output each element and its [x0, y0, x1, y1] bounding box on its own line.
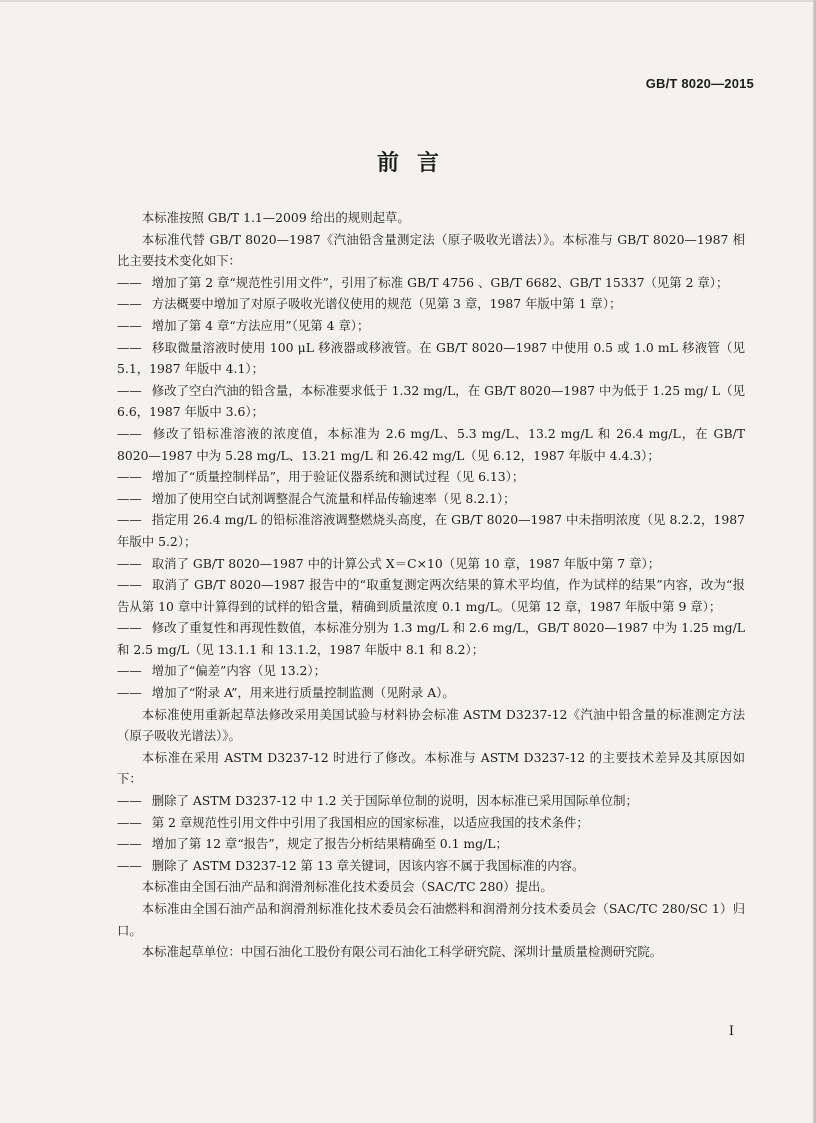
list-item-text: 修改了空白汽油的铅含量，本标准要求低于 1.32 mg/L，在 GB/T 8020—1987 中为低于 1.25 mg/ L（见 6.6，1987 年版中 3.6）； — [117, 382, 745, 420]
list-item-text: 增加了第 4 章“方法应用”（见第 4 章）； — [151, 317, 370, 333]
list-marker: —— — [117, 490, 142, 506]
list-item — [117, 488, 745, 510]
list-item-text: 第 2 章规范性引用文件中引用了我国相应的国家标准，以适应我国的技术条件； — [151, 814, 589, 830]
list-marker: —— — [117, 512, 142, 528]
list-item — [117, 553, 745, 575]
list-marker: —— — [117, 555, 142, 571]
list-item — [117, 466, 745, 488]
list-item-text: 增加了“偏差”内容（见 13.2）； — [151, 663, 327, 679]
list-item-text: 修改了铅标准溶液的浓度值，本标准为 2.6 mg/L、5.3 mg/L、13.2 mg/L 和 26.4 mg/L，在 GB/T 8020—1987 中为 5.28 mg/L、13.21 mg/L 和 26.42 mg/L（见 6.12，1987 年版中 4.4.3）； — [117, 425, 745, 463]
list-marker: —— — [117, 836, 142, 852]
list-item — [117, 660, 745, 682]
list-item — [117, 337, 745, 380]
astm-section — [117, 704, 745, 790]
astm-paragraph: 本标准使用重新起草法修改采用美国试验与材料协会标准 ASTM D3237-12《汽油中铅含量的标准测定方法（原子吸收光谱法）》。 — [117, 706, 745, 744]
list-marker: —— — [117, 382, 142, 398]
list-item-text: 取消了 GB/T 8020—1987 中的计算公式 X＝C×10（见第 10 章，1987 年版中第 7 章）； — [151, 555, 661, 571]
astm-paragraph: 本标准在采用 ASTM D3237-12 时进行了修改。本标准与 ASTM D3237-12 的主要技术差异及其原因如下： — [117, 749, 745, 787]
document-body — [117, 207, 745, 963]
list-marker: —— — [117, 814, 142, 830]
list-marker: —— — [117, 296, 142, 312]
list-item — [117, 574, 745, 617]
list-item-text: 增加了使用空白试剂调整混合气流量和样品传输速率（见 8.2.1）； — [151, 490, 516, 506]
list-item — [117, 380, 745, 423]
list-item-text: 修改了重复性和再现性数值，本标准分别为 1.3 mg/L 和 2.6 mg/L，GB/T 8020—1987 中为 1.25 mg/L和 2.5 mg/L（见 13.1.1 和 13.1.2，1987 年版中 8.1 和 8.2）； — [117, 620, 745, 657]
list-marker: —— — [117, 793, 142, 809]
list-item — [117, 833, 745, 855]
list-marker: —— — [117, 857, 142, 873]
intro-paragraph: 本标准代替 GB/T 8020—1987《汽油铅含量测定法（原子吸收光谱法）》。本标准与 GB/T 8020—1987 相比主要技术变化如下： — [117, 231, 745, 269]
list-marker: —— — [117, 274, 142, 290]
list-item-text: 删除了 ASTM D3237-12 中 1.2 关于国际单位制的说明，因本标准已采用国际单位制； — [151, 793, 638, 809]
list-item-text: 取消了 GB/T 8020—1987 报告中的“取重复测定两次结果的算术平均值，作为试样的结果”内容，改为“报告从第 10 章中计算得到的试样的铅含量，精确到质量浓度 0.1 mg/L。（见第 12 章，1987 年版中第 9 章）； — [117, 577, 745, 614]
list-item-text: 方法概要中增加了对原子吸收光谱仪使用的规范（见第 3 章，1987 年版中第 1 章）； — [151, 296, 622, 312]
list-marker: —— — [117, 663, 142, 679]
list-item — [117, 509, 745, 552]
closing-section — [117, 876, 745, 962]
list-marker: —— — [117, 469, 142, 485]
scan-edge-top — [0, 0, 816, 2]
changes-list — [117, 272, 745, 704]
page-number: I — [728, 1024, 734, 1039]
list-marker: —— — [117, 317, 142, 333]
closing-paragraph: 本标准起草单位：中国石油化工股份有限公司石油化工科学研究院、深圳计量质量检测研究院。 — [141, 944, 663, 960]
list-item — [117, 272, 745, 294]
list-item-text: 增加了“质量控制样品”，用于验证仪器系统和测试过程（见 6.13）； — [151, 469, 525, 485]
list-item — [117, 617, 745, 660]
list-item — [117, 682, 745, 704]
page-title: 前言 — [376, 151, 457, 176]
list-item-text: 删除了 ASTM D3237-12 第 13 章关键词，因该内容不属于我国标准的内容。 — [151, 857, 585, 873]
list-marker: —— — [117, 620, 142, 636]
list-item-text: 增加了第 2 章“规范性引用文件”，引用了标准 GB/T 4756 、GB/T 6682、GB/T 15337（见第 2 章）； — [151, 274, 729, 290]
list-marker: —— — [117, 425, 142, 441]
list-item-text: 移取微量溶液时使用 100 μL 移液器或移液管。在 GB/T 8020—1987 中使用 0.5 或 1.0 mL 移液管（见 5.1，1987 年版中 4.1）； — [117, 339, 745, 377]
intro-section — [117, 207, 745, 272]
standard-number: GB/T 8020—2015 — [645, 76, 754, 91]
list-item-text: 增加了“附录 A”，用来进行质量控制监测（见附录 A）。 — [151, 685, 455, 701]
closing-paragraph: 本标准由全国石油产品和润滑剂标准化技术委员会（SAC/TC 280）提出。 — [141, 879, 553, 895]
list-item — [117, 423, 745, 466]
intro-paragraph: 本标准按照 GB/T 1.1—2009 给出的规则起草。 — [141, 210, 410, 225]
list-item — [117, 790, 745, 812]
list-item — [117, 855, 745, 877]
differences-list — [117, 790, 745, 876]
list-marker: —— — [117, 339, 142, 355]
list-marker: —— — [117, 685, 142, 701]
list-item — [117, 812, 745, 834]
list-item-text: 指定用 26.4 mg/L 的铅标准溶液调整燃烧头高度，在 GB/T 8020—1987 中未指明浓度（见 8.2.2，1987 年版中 5.2）； — [117, 512, 745, 549]
list-item — [117, 315, 745, 337]
list-item — [117, 293, 745, 315]
closing-paragraph: 本标准由全国石油产品和润滑剂标准化技术委员会石油燃料和润滑剂分技术委员会（SAC/TC 280/SC 1）归口。 — [117, 901, 745, 938]
list-item-text: 增加了第 12 章“报告”，规定了报告分析结果精确至 0.1 mg/L； — [151, 836, 508, 852]
list-marker: —— — [117, 577, 142, 593]
